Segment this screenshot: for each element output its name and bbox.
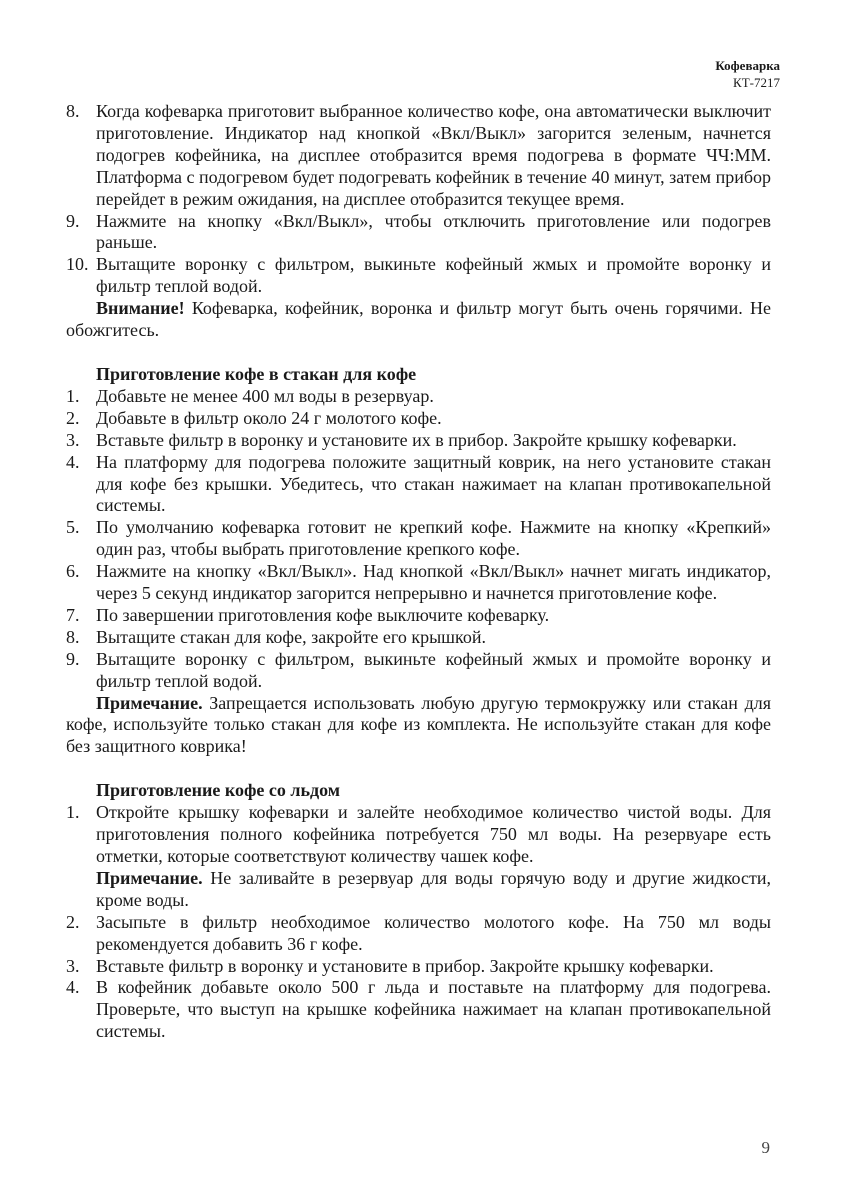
list-item-number: 2. xyxy=(66,911,80,932)
page-header xyxy=(715,57,780,91)
list-item-text: На платформу для подогрева положите защитный коврик, на него установите стакан для кофе без крышки. Убедитесь, что стакан нажимает на клапан противокапельной системы. xyxy=(96,451,771,516)
list-item-text: Засыпьте в фильтр необходимое количество молотого кофе. На 750 мл воды рекомендуется добавить 36 г кофе. xyxy=(96,911,771,954)
list-item-number: 10. xyxy=(66,254,89,275)
section-heading: Приготовление кофе со льдом xyxy=(96,780,341,801)
list-item-number: 3. xyxy=(66,429,80,450)
list-item-number: 8. xyxy=(66,626,80,647)
note-text: Запрещается использовать любую другую термокружку или стакан для кофе, используйте только стакан для кофе из комплекта. Не используйте стакан для кофе без защитного коврика! xyxy=(66,692,771,757)
list-item-number: 5. xyxy=(66,517,80,538)
list-item-text: Нажмите на кнопку «Вкл/Выкл». Над кнопкой «Вкл/Выкл» начнет мигать индикатор, через 5 секунд индикатор загорится непрерывно и начнется приготовление кофе. xyxy=(96,561,771,604)
list-item-text: По умолчанию кофеварка готовит не крепкий кофе. Нажмите на кнопку «Крепкий» один раз, чтобы выбрать приготовление крепкого кофе. xyxy=(96,517,771,560)
list-item xyxy=(66,211,771,255)
warning-label: Внимание! xyxy=(96,298,185,319)
list-item xyxy=(66,977,771,1043)
note-label: Примечание. xyxy=(96,867,203,888)
section-continued xyxy=(66,101,771,342)
list-item xyxy=(66,605,771,627)
list-item-text: Вставьте фильтр в воронку и установите в прибор. Закройте крышку кофеварки. xyxy=(96,955,714,976)
list-item xyxy=(66,956,771,978)
list-item xyxy=(66,254,771,298)
item-note xyxy=(66,868,771,912)
list-item-text: Нажмите на кнопку «Вкл/Выкл», чтобы отключить приготовление или подогрев раньше. xyxy=(96,210,771,253)
product-model: КТ-7217 xyxy=(733,75,780,90)
list-item-number: 8. xyxy=(66,101,80,121)
list-item xyxy=(66,386,771,408)
list-item-number: 1. xyxy=(66,802,80,823)
list-item-text: Добавьте в фильтр около 24 г молотого кофе. xyxy=(96,407,442,428)
section-iced-coffee xyxy=(66,780,771,1043)
list-item-number: 9. xyxy=(66,648,80,669)
list-item-number: 1. xyxy=(66,385,80,406)
list-item xyxy=(66,452,771,518)
list-item xyxy=(66,802,771,868)
list-item xyxy=(66,561,771,605)
warning-text: Кофеварка, кофейник, воронка и фильтр могут быть очень горячими. Не обожгитесь. xyxy=(66,298,771,341)
product-title: Кофеварка xyxy=(715,58,780,73)
list-item-number: 4. xyxy=(66,451,80,472)
list-item xyxy=(66,101,771,211)
list-item-text: Вытащите воронку с фильтром, выкиньте кофейный жмых и промойте воронку и фильтр теплой водой. xyxy=(96,648,771,691)
list-item-number: 2. xyxy=(66,407,80,428)
list-item-number: 9. xyxy=(66,210,80,231)
list-item-text: В кофейник добавьте около 500 г льда и поставьте на платформу для подогрева. Проверьте, что выступ на крышке кофейника нажимает на клапан противокапельной системы. xyxy=(96,977,771,1042)
note-label: Примечание. xyxy=(96,692,203,713)
list-item xyxy=(66,912,771,956)
list-item xyxy=(66,408,771,430)
list-item-number: 3. xyxy=(66,955,80,976)
list-item-text: Вставьте фильтр в воронку и установите их в прибор. Закройте крышку кофеварки. xyxy=(96,429,737,450)
section-heading: Приготовление кофе в стакан для кофе xyxy=(96,363,417,384)
warning-paragraph xyxy=(66,298,771,342)
list-item-text: Вытащите воронку с фильтром, выкиньте кофейный жмых и промойте воронку и фильтр теплой водой. xyxy=(96,254,771,297)
page-number: 9 xyxy=(761,1138,770,1157)
list-item xyxy=(66,649,771,693)
list-item xyxy=(66,627,771,649)
list-item-text: По завершении приготовления кофе выключите кофеварку. xyxy=(96,604,550,625)
list-item-text: Откройте крышку кофеварки и залейте необходимое количество чистой воды. Для приготовления полного кофейника потребуется 750 мл воды. На резервуаре есть отметки, которые соответствуют количеству чашек кофе. xyxy=(96,802,771,866)
list-item-number: 7. xyxy=(66,604,80,625)
list-item xyxy=(66,430,771,452)
list-item-number: 6. xyxy=(66,561,80,582)
list-item-text: Добавьте не менее 400 мл воды в резервуар. xyxy=(96,385,434,406)
list-item-text: Когда кофеварка приготовит выбранное количество кофе, она автоматически выключит приготовление. Индикатор над кнопкой «Вкл/Выкл» загорится зеленым, начнется подогрев кофейника, на дисплее отобразится время подогрева в формате ЧЧ:ММ. Платформа с подогревом будет подогревать кофейник в течение 40 минут, затем прибор перейдет в режим ожидания, на дисплее отобразится текущее время. xyxy=(96,101,771,209)
list-item xyxy=(66,517,771,561)
note-text: Не заливайте в резервуар для воды горячую воду и другие жидкости, кроме воды. xyxy=(96,867,771,910)
section-cup-brewing xyxy=(66,364,771,758)
note-paragraph xyxy=(66,693,771,759)
list-item-number: 4. xyxy=(66,977,80,998)
list-item-text: Вытащите стакан для кофе, закройте его крышкой. xyxy=(96,626,487,647)
page-content xyxy=(66,101,771,1043)
